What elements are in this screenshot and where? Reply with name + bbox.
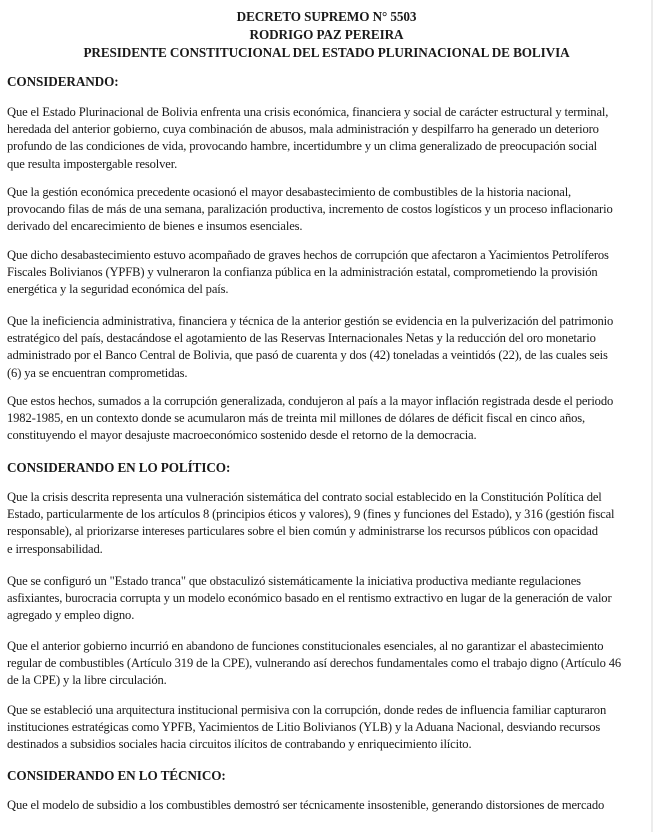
paragraph-line: Que el modelo de subsidio a los combustibles demostró ser técnicamente insostenible, generando distorsiones de mercado [7, 798, 605, 812]
paragraph-line: derivado del encarecimiento de bienes e insumos esenciales. [7, 219, 303, 234]
paragraph-line: regular de combustibles (Artículo 319 de la CPE), vulnerando así derechos fundamentales como el trabajo digno (Artículo 46 [7, 656, 622, 671]
paragraph-fuel-subsidy [7, 797, 647, 814]
paragraph-line: asfixiantes, burocracia corrupta y un modelo económico basado en el rentismo extractivo en lugar de la generación de valor [7, 591, 612, 606]
paragraph-line: destinados a subsidios sociales hacia circuitos ilícitos de contrabando y enriquecimiento ilícito. [7, 737, 472, 752]
paragraph-line: agregado y empleo digno. [7, 608, 135, 623]
paragraph-line: Que estos hechos, sumados a la corrupción generalizada, condujeron al país a la mayor inflación registrada desde el periodo [7, 394, 614, 408]
paragraph-social-contract [7, 489, 647, 558]
paragraph-fuel-shortage [7, 184, 647, 236]
paragraph-crisis [7, 104, 647, 173]
president-name-title: RODRIGO PAZ PEREIRA [249, 27, 404, 42]
section-heading-tecnico: CONSIDERANDO EN LO TÉCNICO: [7, 768, 226, 783]
section-heading-considerando: CONSIDERANDO: [7, 74, 119, 89]
paragraph-line: Estado, particularmente de los artículos 8 (principios éticos y valores), 9 (fines y funciones del Estado), y 316 (gestión fiscal [7, 507, 615, 522]
paragraph-line: Que dicho desabastecimiento estuvo acompañado de graves hechos de corrupción que afectaron a Yacimientos Petrolíferos [7, 248, 609, 262]
paragraph-line: Que se estableció una arquitectura institucional permisiva con la corrupción, donde redes de influencia familiar capturaron [7, 703, 607, 717]
paragraph-line: administrado por el Banco Central de Bolivia, que pasó de cuarenta y dos (42) toneladas a veintidós (22), de las cuales seis [7, 348, 608, 363]
paragraph-line: Que el Estado Plurinacional de Bolivia enfrenta una crisis económica, financiera y social de carácter estructural y terminal, [7, 105, 609, 119]
paragraph-line: Que el anterior gobierno incurrió en abandono de funciones constitucionales esenciales, al no garantizar el abastecimiento [7, 639, 604, 653]
paragraph-inflation [7, 393, 647, 445]
paragraph-line: heredada del anterior gobierno, cuya combinación de abusos, mala administración y despilfarro ha generado un deterioro [7, 122, 599, 137]
paragraph-corruption-ypfb [7, 247, 647, 299]
paragraph-line: Que la crisis descrita representa una vulneración sistemática del contrato social establecido en la Constitución Política del [7, 490, 602, 504]
paragraph-line: de la CPE) y la libre circulación. [7, 673, 167, 688]
paragraph-line: provocando filas de más de una semana, paralización productiva, incremento de costos logísticos y un proceso inflacionario [7, 202, 613, 217]
paragraph-institutional-corruption [7, 702, 647, 754]
paragraph-estado-tranca [7, 573, 647, 625]
paragraph-line: que resulta impostergable resolver. [7, 156, 178, 171]
decree-number-title: DECRETO SUPREMO N° 5503 [236, 9, 417, 24]
paragraph-line: responsable), al priorizarse intereses particulares sobre el bien común y administrarse los recursos públicos con opacidad [7, 524, 598, 539]
paragraph-abandonment [7, 638, 647, 690]
paragraph-line: energética y la seguridad económica del país. [7, 282, 229, 297]
paragraph-line: Que se configuró un "Estado tranca" que obstaculizó sistemáticamente la iniciativa productiva mediante regulaciones [7, 574, 581, 588]
paragraph-line: profundo de las condiciones de vida, provocando hambre, incertidumbre y un clima generalizado de preocupación social [7, 139, 598, 154]
paragraph-line: e irresponsabilidad. [7, 541, 103, 556]
paragraph-line: Fiscales Bolivianos (YPFB) y vulneraron la confianza pública en la administración estatal, comprometiendo la provisión [7, 265, 598, 280]
paragraph-line: Que la ineficiencia administrativa, financiera y técnica de la anterior gestión se evidencia en la pulverización del patrimonio [7, 314, 614, 328]
paragraph-line: constituyendo el mayor desajuste macroeconómico sostenido desde el retorno de la democracia. [7, 428, 477, 443]
paragraph-line: estratégico del país, destacándose el agotamiento de las Reservas Internacionales Netas y la reducción del oro monetario [7, 331, 596, 346]
paragraph-line: instituciones estratégicas como YPFB, Yacimientos de Litio Bolivianos (YLB) y la Aduana Nacional, desviando recursos [7, 720, 601, 735]
section-heading-politico: CONSIDERANDO EN LO POLÍTICO: [7, 460, 231, 475]
paragraph-line: 1982-1985, en un contexto donde se acumularon más de treinta mil millones de dólares de déficit fiscal en cinco años, [7, 411, 586, 426]
paragraph-line: (6) ya se encuentran comprometidas. [7, 365, 188, 380]
president-office-title: PRESIDENTE CONSTITUCIONAL DEL ESTADO PLURINACIONAL DE BOLIVIA [83, 45, 570, 60]
paragraph-reserves [7, 313, 647, 382]
paragraph-line: Que la gestión económica precedente ocasionó el mayor desabastecimiento de combustibles de la historia nacional, [7, 185, 572, 199]
